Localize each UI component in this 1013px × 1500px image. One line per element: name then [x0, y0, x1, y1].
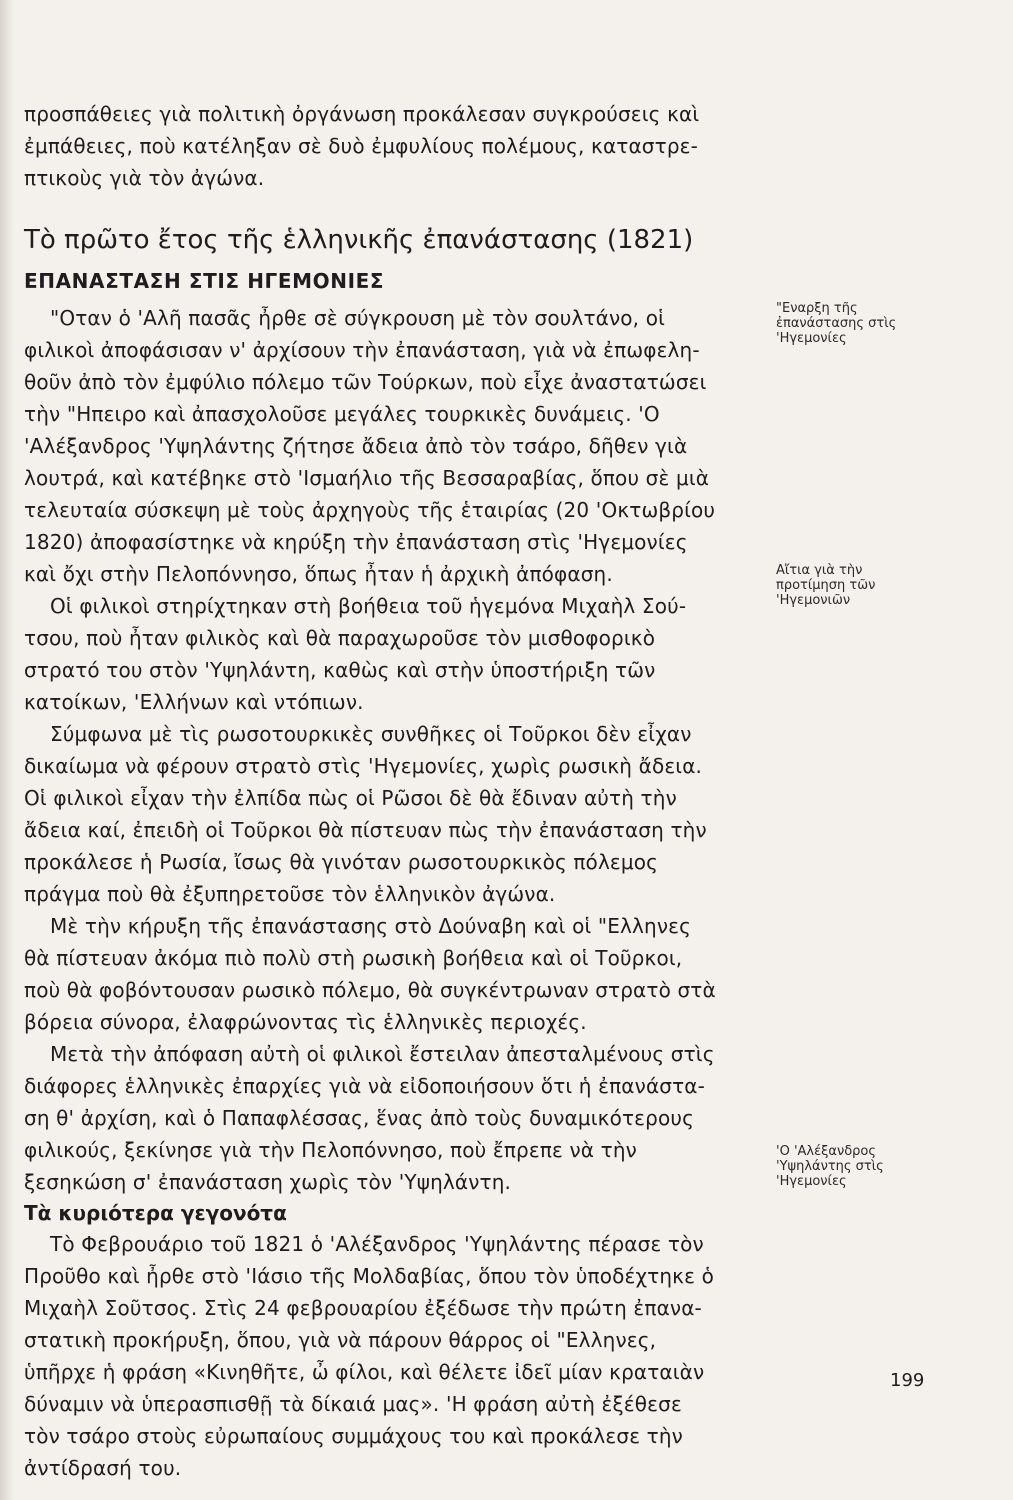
margin-note-line: "Εναρξη τῆς	[776, 301, 858, 316]
text-line: διάφορες ἑλληνικὲς ἐπαρχίες γιὰ νὰ εἰδοποιήσουν ὅτι ἡ ἐπανάστα-	[24, 1074, 706, 1098]
text-line: δικαίωμα νὰ φέρουν στρατὸ στὶς 'Ηγεμονίες, χωρὶς ρωσικὴ ἄδεια.	[24, 754, 703, 778]
paragraph	[24, 1038, 752, 1198]
paragraph	[24, 910, 752, 1038]
text-line: στρατό του στὸν 'Υψηλάντη, καθὼς καὶ στὴν ὑποστήριξη τῶν	[24, 658, 656, 682]
text-line: Μὲ τὴν κήρυξη τῆς ἐπανάστασης στὸ Δούναβη καὶ οἱ "Ελληνες	[50, 914, 692, 938]
text-line: Προῦθο καὶ ἦρθε στὸ 'Ιάσιο τῆς Μολδαβίας, ὅπου τὸν ὑποδέχτηκε ὁ	[24, 1264, 714, 1288]
margin-note-line: προτίμηση τῶν	[776, 578, 876, 593]
main-text-column	[24, 98, 752, 1484]
text-line: δύναμιν νὰ ὑπερασπισθῇ τὰ δίκαιά μας». 'Η φράση αὐτὴ ἐξέθεσε	[24, 1392, 682, 1416]
text-line: Σύμφωνα μὲ τὶς ρωσοτουρκικὲς συνθῆκες οἱ Τοῦρκοι δὲν εἶχαν	[50, 722, 692, 746]
text-line: ἄδεια καί, ἐπειδὴ οἱ Τοῦρκοι θὰ πίστευαν πὼς τὴν ἐπανάσταση τὴν	[24, 818, 707, 842]
text-line: καὶ ὄχι στὴν Πελοπόννησο, ὅπως ἦταν ἡ ἀρχικὴ ἀπόφαση.	[24, 562, 613, 586]
margin-note-line: Αἴτια γιὰ τὴν	[776, 563, 863, 578]
paragraph	[24, 590, 752, 718]
margin-note	[776, 1144, 966, 1189]
text-line: κατοίκων, 'Ελλήνων καὶ ντόπιων.	[24, 690, 364, 714]
margin-note-line: 'Ηγεμονίες	[776, 331, 847, 346]
margin-note-line: ἐπανάστασης στὶς	[776, 316, 897, 331]
text-line: πτικοὺς γιὰ τὸν ἀγώνα.	[24, 166, 265, 190]
text-line: τὸν τσάρο στοὺς εὐρωπαίους συμμάχους του καὶ προκάλεσε τὴν	[24, 1424, 684, 1448]
margin-note-line: 'Υψηλάντης στὶς	[776, 1159, 884, 1174]
text-line: Οἱ φιλικοὶ εἶχαν τὴν ἐλπίδα πὼς οἱ Ρῶσοι δὲ θὰ ἔδιναν αὐτὴ τὴν	[24, 786, 677, 810]
section-title: ΕΠΑΝΑΣΤΑΣΗ ΣΤΙΣ ΗΓΕΜΟΝΙΕΣ	[24, 269, 385, 293]
paragraph	[24, 1228, 752, 1484]
text-line: προσπάθειες γιὰ πολιτικὴ ὀργάνωση προκάλεσαν συγκρούσεις καὶ	[24, 102, 700, 126]
text-line: 1820) ἀποφασίστηκε νὰ κηρύξη τὴν ἐπανάσταση στὶς 'Ηγεμονίες	[24, 530, 688, 554]
text-line: βόρεια σύνορα, ἐλαφρώνοντας τὶς ἑλληνικὲς περιοχές.	[24, 1010, 587, 1034]
margin-note-line: 'Ο 'Αλέξανδρος	[776, 1144, 876, 1159]
margin-note-line: 'Ηγεμονιῶν	[776, 593, 851, 608]
text-line: ἐμπάθειες, ποὺ κατέληξαν σὲ δυὸ ἐμφυλίους πολέμους, καταστρε-	[24, 134, 698, 158]
text-line: φιλικοὶ ἀποφάσισαν ν' ἀρχίσουν τὴν ἐπανάσταση, γιὰ νὰ ἐπωφελη-	[24, 338, 700, 362]
text-line: φιλικούς, ξεκίνησε γιὰ τὴν Πελοπόννησο, ποὺ ἔπρεπε νὰ τὴν	[24, 1138, 637, 1162]
text-line: Μιχαὴλ Σοῦτσος. Στὶς 24 φεβρουαρίου ἐξέδωσε τὴν πρώτη ἐπανα-	[24, 1296, 702, 1320]
text-line: Τὸ Φεβρουάριο τοῦ 1821 ὁ 'Αλέξανδρος 'Υψηλάντης πέρασε τὸν	[50, 1232, 704, 1256]
text-line: "Οταν ὁ 'Αλῆ πασᾶς ἦρθε σὲ σύγκρουση μὲ τὸν σουλτάνο, οἱ	[50, 306, 665, 330]
text-line: ξεσηκώση σ' ἐπανάσταση χωρὶς τὸν 'Υψηλάντη.	[24, 1170, 512, 1194]
text-line: θοῦν ἀπὸ τὸν ἐμφύλιο πόλεμο τῶν Τούρκων, ποὺ εἶχε ἀναστατώσει	[24, 370, 707, 394]
intro-paragraph	[24, 98, 752, 194]
page-number: 199	[890, 1370, 925, 1391]
paragraph	[24, 718, 752, 910]
text-line: ση θ' ἀρχίση, καὶ ὁ Παπαφλέσσας, ἕνας ἀπὸ τοὺς δυναμικότερους	[24, 1106, 694, 1130]
text-line: Οἱ φιλικοὶ στηρίχτηκαν στὴ βοήθεια τοῦ ἡγεμόνα Μιχαὴλ Σού-	[50, 594, 687, 618]
text-line: 'Αλέξανδρος 'Υψηλάντης ζήτησε ἄδεια ἀπὸ τὸν τσάρο, δῆθεν γιὰ	[24, 434, 688, 458]
text-line: τσου, ποὺ ἦταν φιλικὸς καὶ θὰ παραχωροῦσε τὸν μισθοφορικὸ	[24, 626, 656, 650]
text-line: Μετὰ τὴν ἀπόφαση αὐτὴ οἱ φιλικοὶ ἔστειλαν ἀπεσταλμένους στὶς	[50, 1042, 715, 1066]
text-line: προκάλεσε ἡ Ρωσία, ἴσως θὰ γινόταν ρωσοτουρκικὸς πόλεμος	[24, 850, 659, 874]
paragraph	[24, 302, 752, 590]
margin-note	[776, 301, 966, 346]
text-line: τελευταία σύσκεψη μὲ τοὺς ἀρχηγοὺς τῆς ἑταιρίας (20 'Οκτωβρίου	[24, 498, 716, 522]
subsection-title: Τὰ κυριότερα γεγονότα	[24, 1201, 287, 1225]
margin-note-line: 'Ηγεμονίες	[776, 1174, 847, 1189]
text-line: ὑπῆρχε ἡ φράση «Κινηθῆτε, ὦ φίλοι, καὶ θέλετε ἰδεῖ μίαν κραταιὰν	[24, 1360, 705, 1384]
text-line: πράγμα ποὺ θὰ ἐξυπηρετοῦσε τὸν ἑλληνικὸν ἀγώνα.	[24, 882, 556, 906]
text-line: λουτρά, καὶ κατέβηκε στὸ 'Ισμαήλιο τῆς Βεσσαραβίας, ὅπου σὲ μιὰ	[24, 466, 710, 490]
page-gutter-shadow	[0, 0, 14, 1500]
text-line: ἀντίδρασή του.	[24, 1456, 182, 1480]
text-line: τὴν "Ηπειρο καὶ ἀπασχολοῦσε μεγάλες τουρκικὲς δυνάμεις. 'Ο	[24, 402, 660, 426]
text-line: ποὺ θὰ φοβόντουσαν ρωσικὸ πόλεμο, θὰ συγκέντρωναν στρατὸ στὰ	[24, 978, 716, 1002]
text-line: στατικὴ προκήρυξη, ὅπου, γιὰ νὰ πάρουν θάρρος οἱ "Ελληνες,	[24, 1328, 657, 1352]
text-line: θὰ πίστευαν ἀκόμα πιὸ πολὺ στὴ ρωσικὴ βοήθεια καὶ οἱ Τοῦρκοι,	[24, 946, 683, 970]
chapter-title: Τὸ πρῶτο ἔτος τῆς ἑλληνικῆς ἐπανάστασης (1821)	[24, 225, 694, 255]
margin-note	[776, 563, 966, 608]
